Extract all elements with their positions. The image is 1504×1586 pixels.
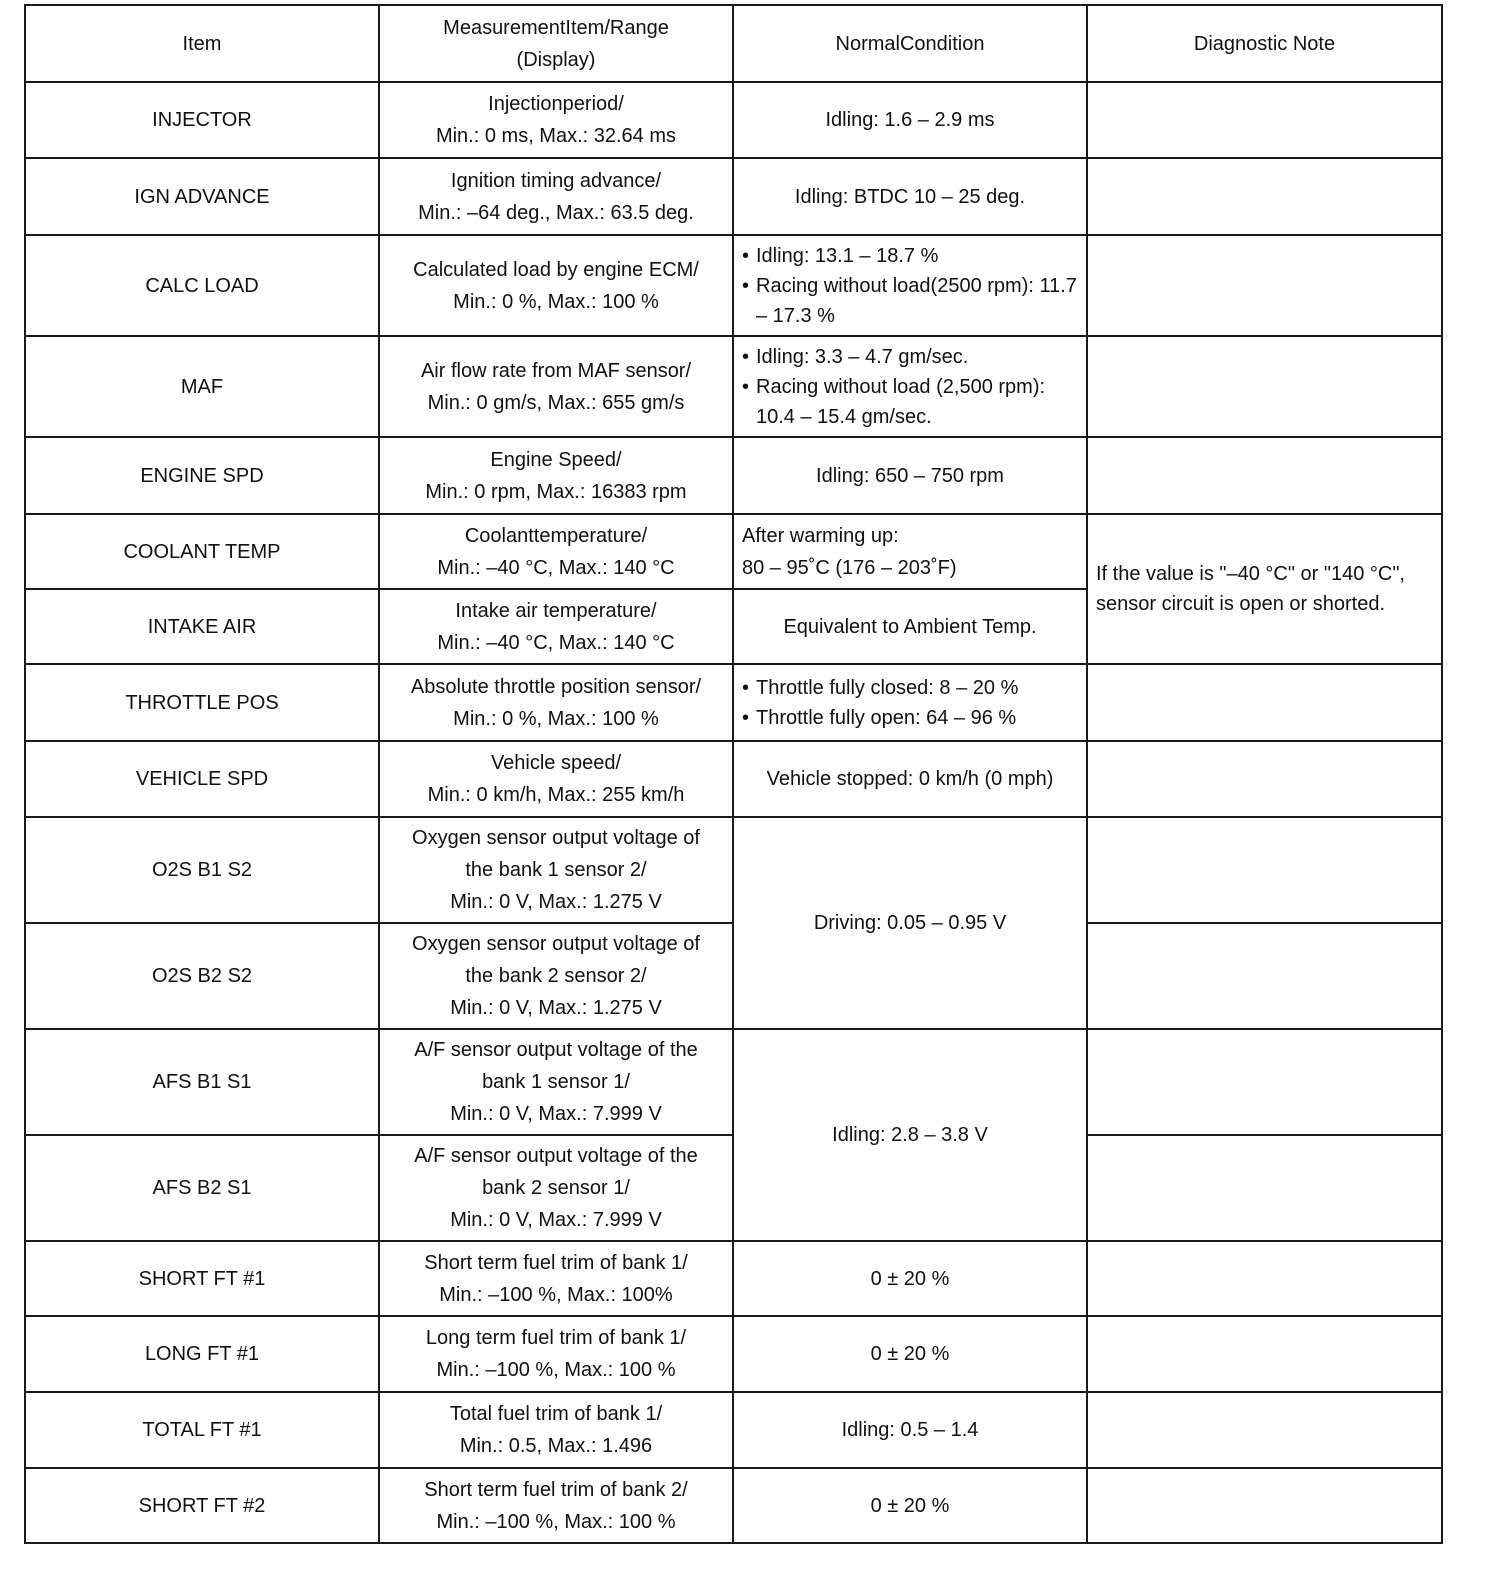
measurement-line: Min.: 0 ms, Max.: 32.64 ms: [435, 125, 677, 147]
measurement-line: Long term fuel trim of bank 1/: [425, 1327, 687, 1349]
normal-condition-cell: Idling: 650 – 750 rpm: [733, 437, 1087, 514]
item-cell: MAF: [25, 336, 379, 437]
normal-condition-cell: Idling: 2.8 – 3.8 V: [733, 1029, 1087, 1241]
item-cell: INJECTOR: [25, 82, 379, 158]
measurement-cell: [379, 82, 733, 158]
item-cell: SHORT FT #2: [25, 1468, 379, 1543]
measurement-cell: [379, 1241, 733, 1316]
normal-condition-line: After warming up:: [742, 524, 899, 547]
measurement-line: Coolanttemperature/: [464, 524, 648, 547]
measurement-line: Min.: 0 V, Max.: 7.999 V: [450, 1103, 662, 1125]
measurement-cell: [379, 741, 733, 817]
item-cell: ENGINE SPD: [25, 437, 379, 514]
table-row: [25, 1241, 1442, 1316]
diagnostic-data-table: [24, 4, 1443, 1544]
table-row: [25, 1029, 1442, 1135]
diagnostic-note-cell: [1087, 235, 1442, 336]
measurement-cell: [379, 664, 733, 741]
measurement-line: Absolute throttle position sensor/: [410, 675, 702, 698]
normal-condition-bullet: • Throttle fully closed: 8 – 20 %: [742, 673, 1078, 703]
measurement-line: Min.: –100 %, Max.: 100 %: [436, 1510, 676, 1533]
diagnostic-note-cell: [1087, 817, 1442, 923]
measurement-line: Min.: 0 rpm, Max.: 16383 rpm: [425, 480, 687, 503]
measurement-line: the bank 1 sensor 2/: [465, 859, 647, 881]
diagnostic-note-cell: [1087, 1468, 1442, 1543]
measurement-cell: [379, 336, 733, 437]
item-cell: TOTAL FT #1: [25, 1392, 379, 1468]
normal-condition-cell: Idling: 1.6 – 2.9 ms: [733, 82, 1087, 158]
measurement-line: Total fuel trim of bank 1/: [449, 1403, 663, 1425]
item-cell: O2S B1 S2: [25, 817, 379, 923]
measurement-line: Min.: –40 °C, Max.: 140 °C: [437, 556, 675, 579]
table-row: [25, 1468, 1442, 1543]
item-cell: O2S B2 S2: [25, 923, 379, 1029]
diagnostic-note-cell: [1087, 1029, 1442, 1135]
measurement-cell: [379, 923, 733, 1029]
table-row: [25, 235, 1442, 336]
normal-condition-cell: [733, 664, 1087, 741]
measurement-line: Calculated load by engine ECM/: [413, 258, 699, 281]
measurement-cell: [379, 1316, 733, 1392]
measurement-line: Min.: 0 V, Max.: 1.275 V: [450, 891, 662, 913]
item-cell: CALC LOAD: [25, 235, 379, 336]
table-row: [25, 336, 1442, 437]
measurement-line: bank 1 sensor 1/: [482, 1071, 630, 1093]
measurement-line: Min.: –100 %, Max.: 100%: [439, 1283, 673, 1306]
normal-condition-cell: [733, 336, 1087, 437]
item-cell: INTAKE AIR: [25, 589, 379, 664]
diagnostic-note-cell: [1087, 1316, 1442, 1392]
table-row: [25, 1392, 1442, 1468]
measurement-line: A/F sensor output voltage of the: [414, 1039, 698, 1061]
measurement-line: Oxygen sensor output voltage of: [412, 933, 700, 955]
measurement-line: A/F sensor output voltage of the: [414, 1145, 698, 1167]
normal-condition-cell: 0 ± 20 %: [733, 1316, 1087, 1392]
measurement-line: Air flow rate from MAF sensor/: [420, 359, 692, 382]
normal-condition-cell: Vehicle stopped: 0 km/h (0 mph): [733, 741, 1087, 817]
measurement-line: Min.: 0 %, Max.: 100 %: [453, 290, 659, 313]
measurement-cell: [379, 514, 733, 589]
item-cell: AFS B2 S1: [25, 1135, 379, 1241]
diagnostic-note-cell: [1087, 1392, 1442, 1468]
header-item: Item: [25, 5, 379, 82]
header-measurement-line: MeasurementItem/Range: [443, 16, 669, 39]
measurement-cell: [379, 1135, 733, 1241]
diagnostic-note-cell: [1087, 741, 1442, 817]
measurement-cell: [379, 817, 733, 923]
measurement-line: Min.: 0.5, Max.: 1.496: [459, 1435, 653, 1457]
table-row: [25, 817, 1442, 923]
diagnostic-note-cell: [1087, 336, 1442, 437]
measurement-cell: [379, 1029, 733, 1135]
measurement-line: Oxygen sensor output voltage of: [412, 827, 700, 849]
normal-condition-bullet: • Idling: 3.3 – 4.7 gm/sec.: [742, 342, 1078, 372]
measurement-cell: [379, 1468, 733, 1543]
measurement-line: Injectionperiod/: [488, 93, 624, 115]
header-diagnostic-note: Diagnostic Note: [1087, 5, 1442, 82]
item-cell: LONG FT #1: [25, 1316, 379, 1392]
normal-condition-cell: 0 ± 20 %: [733, 1468, 1087, 1543]
measurement-line: Min.: –40 °C, Max.: 140 °C: [437, 631, 675, 654]
table-row: [25, 437, 1442, 514]
item-cell: VEHICLE SPD: [25, 741, 379, 817]
measurement-line: Min.: 0 gm/s, Max.: 655 gm/s: [427, 391, 685, 414]
diagnostic-note-cell: [1087, 158, 1442, 235]
diagnostic-note-cell: [1087, 1135, 1442, 1241]
normal-condition-cell: 0 ± 20 %: [733, 1241, 1087, 1316]
measurement-line: the bank 2 sensor 2/: [465, 965, 647, 987]
normal-condition-cell: [733, 235, 1087, 336]
diagnostic-note-cell: [1087, 437, 1442, 514]
header-normal-condition: NormalCondition: [733, 5, 1087, 82]
diagnostic-note-cell: [1087, 82, 1442, 158]
normal-condition-line: 80 – 95˚C (176 – 203˚F): [742, 556, 957, 579]
measurement-cell: [379, 1392, 733, 1468]
normal-condition-cell: Driving: 0.05 – 0.95 V: [733, 817, 1087, 1029]
measurement-cell: [379, 158, 733, 235]
normal-condition-bullet: • Racing without load (2,500 rpm): 10.4 – 15.4 gm/sec.: [742, 372, 1078, 432]
header-row: [25, 5, 1442, 82]
normal-condition-bullet: • Idling: 13.1 – 18.7 %: [742, 241, 1078, 271]
table-row: [25, 741, 1442, 817]
header-measurement: [379, 5, 733, 82]
normal-condition-cell: [733, 514, 1087, 589]
measurement-line: bank 2 sensor 1/: [482, 1177, 630, 1199]
diagnostic-note-cell: If the value is "–40 °C" or "140 °C", sensor circuit is open or shorted.: [1087, 514, 1442, 664]
measurement-line: Min.: 0 V, Max.: 1.275 V: [450, 997, 662, 1019]
diagnostic-note-cell: [1087, 923, 1442, 1029]
table-row: [25, 82, 1442, 158]
measurement-line: Intake air temperature/: [455, 599, 657, 622]
item-cell: IGN ADVANCE: [25, 158, 379, 235]
measurement-line: Min.: 0 %, Max.: 100 %: [453, 707, 659, 730]
table-row: [25, 664, 1442, 741]
item-cell: THROTTLE POS: [25, 664, 379, 741]
diagnostic-note-cell: [1087, 1241, 1442, 1316]
measurement-line: Short term fuel trim of bank 2/: [424, 1478, 688, 1501]
item-cell: COOLANT TEMP: [25, 514, 379, 589]
measurement-line: Min.: 0 V, Max.: 7.999 V: [450, 1209, 662, 1231]
table-row: [25, 158, 1442, 235]
normal-condition-bullet: • Throttle fully open: 64 – 96 %: [742, 703, 1078, 733]
measurement-line: Min.: 0 km/h, Max.: 255 km/h: [427, 784, 685, 806]
measurement-line: Short term fuel trim of bank 1/: [424, 1251, 688, 1274]
measurement-line: Ignition timing advance/: [450, 169, 662, 192]
diagnostic-note-cell: [1087, 664, 1442, 741]
measurement-cell: [379, 589, 733, 664]
normal-condition-cell: Equivalent to Ambient Temp.: [733, 589, 1087, 664]
table-row: [25, 514, 1442, 589]
measurement-line: Min.: –100 %, Max.: 100 %: [436, 1359, 676, 1381]
measurement-line: Engine Speed/: [490, 448, 622, 471]
item-cell: AFS B1 S1: [25, 1029, 379, 1135]
header-measurement-line: (Display): [516, 48, 596, 71]
measurement-line: Min.: –64 deg., Max.: 63.5 deg.: [418, 201, 694, 224]
normal-condition-bullet: • Racing without load(2500 rpm): 11.7 – 17.3 %: [742, 271, 1078, 331]
normal-condition-cell: Idling: BTDC 10 – 25 deg.: [733, 158, 1087, 235]
normal-condition-cell: Idling: 0.5 – 1.4: [733, 1392, 1087, 1468]
measurement-line: Vehicle speed/: [490, 752, 622, 774]
measurement-cell: [379, 437, 733, 514]
measurement-cell: [379, 235, 733, 336]
table-row: [25, 1316, 1442, 1392]
item-cell: SHORT FT #1: [25, 1241, 379, 1316]
